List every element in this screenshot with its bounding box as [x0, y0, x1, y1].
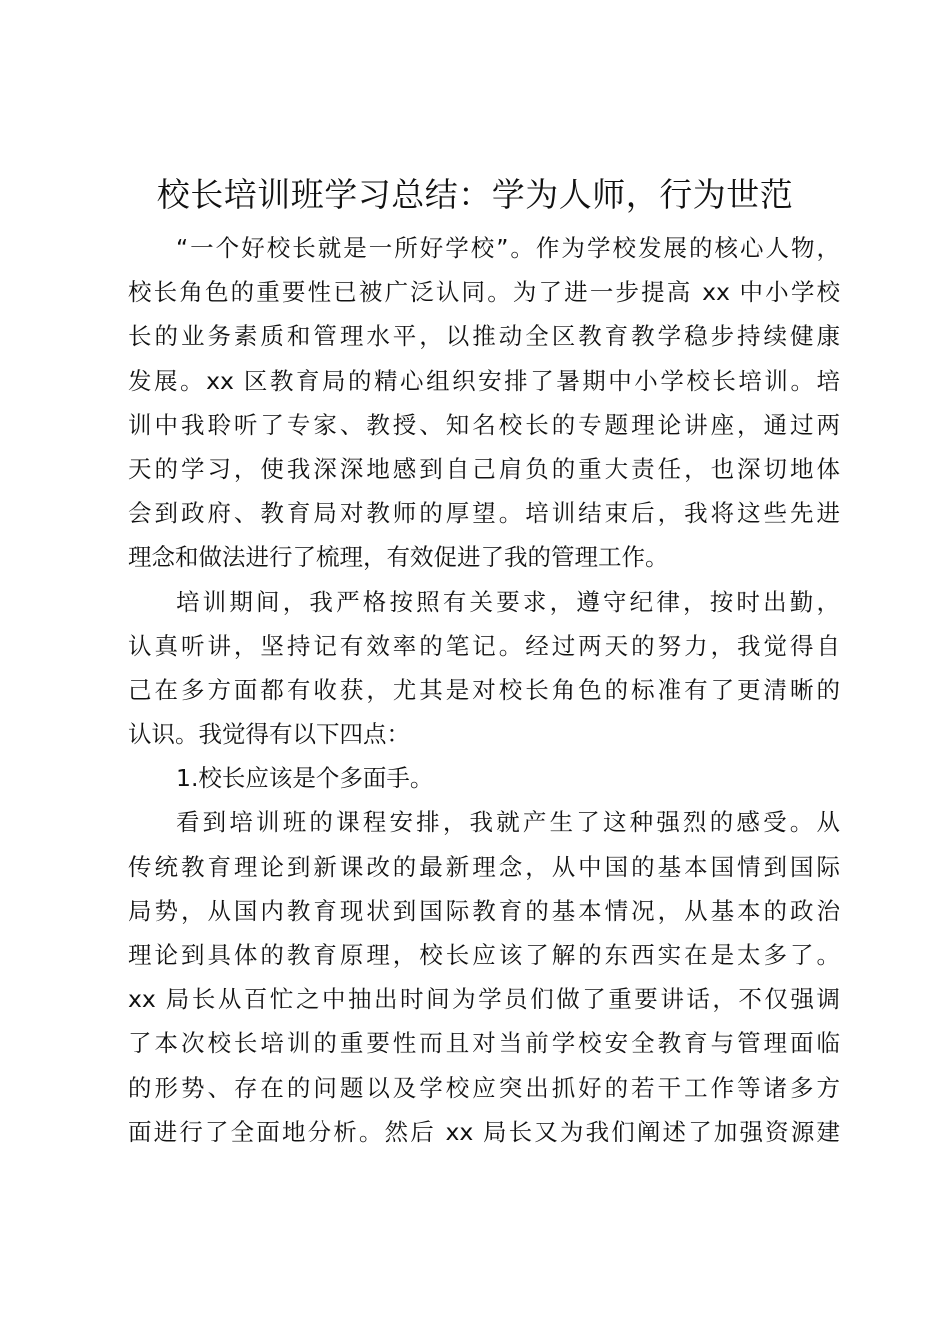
- text-line: 认识。我觉得有以下四点：: [128, 720, 410, 749]
- text-line: 校长角色的重要性已被广泛认同。为了进一步提高 xx 中小学校: [128, 278, 840, 307]
- text-line: 局势，从国内教育现状到国际教育的基本情况，从基本的政治: [128, 896, 840, 925]
- text-line: 认真听讲，坚持记有效率的笔记。经过两天的努力，我觉得自: [128, 631, 840, 660]
- paragraph-curriculum: [128, 800, 840, 1154]
- text-line: 的形势、存在的问题以及学校应突出抓好的若干工作等诸多方: [128, 1073, 840, 1102]
- text-line: 面进行了全面地分析。然后 xx 局长又为我们阐述了加强资源建: [128, 1117, 840, 1146]
- text-line: 发展。xx 区教育局的精心组织安排了暑期中小学校长培训。培: [128, 366, 840, 395]
- text-line: xx 局长从百忙之中抽出时间为学员们做了重要讲话，不仅强调: [128, 985, 840, 1014]
- text-line: 会到政府、教育局对教师的厚望。培训结束后，我将这些先进: [128, 499, 840, 528]
- section-heading-1: [128, 756, 840, 800]
- text-line: 理念和做法进行了梳理，有效促进了我的管理工作。: [128, 543, 669, 572]
- text-line: 理论到具体的教育原理，校长应该了解的东西实在是太多了。: [128, 941, 840, 969]
- text-line: 了本次校长培训的重要性而且对当前学校安全教育与管理面临: [128, 1029, 840, 1058]
- text-line: 看到培训班的课程安排，我就产生了这种强烈的感受。从: [176, 808, 840, 837]
- text-line: 训中我聆听了专家、教授、知名校长的专题理论讲座，通过两: [128, 410, 840, 439]
- document-body: [128, 226, 840, 1154]
- text-line: 己在多方面都有收获，尤其是对校长角色的标准有了更清晰的: [128, 675, 840, 704]
- text-line: 传统教育理论到新课改的最新理念，从中国的基本国情到国际: [128, 852, 840, 881]
- document-title: 校长培训班学习总结：学为人师，行为世范: [156, 175, 794, 214]
- text-line: 天的学习，使我深深地感到自己肩负的重大责任，也深切地体: [128, 454, 840, 483]
- text-line: “一个好校长就是一所好学校”。作为学校发展的核心人物，: [176, 234, 840, 262]
- text-line: 1.校长应该是个多面手。: [176, 764, 434, 793]
- paragraph-training: [128, 580, 840, 757]
- paragraph-intro: [128, 226, 840, 580]
- text-line: 培训期间，我严格按照有关要求，遵守纪律，按时出勤，: [176, 587, 840, 616]
- text-line: 长的业务素质和管理水平，以推动全区教育教学稳步持续健康: [128, 322, 840, 351]
